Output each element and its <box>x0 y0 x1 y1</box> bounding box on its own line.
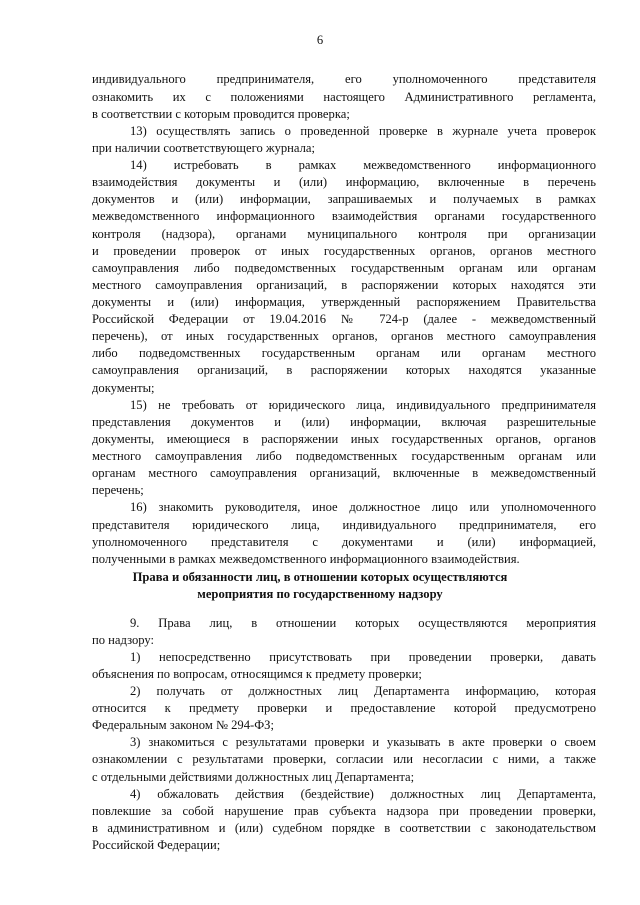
text-line: по надзору: <box>92 633 155 647</box>
text-line: документы и (или) информация, утвержденный распоряжением Правительства <box>92 295 596 309</box>
text-line: Российской Федерации; <box>92 838 221 852</box>
section-heading-line: Права и обязанности лиц, в отношении которых осуществляются <box>132 570 508 584</box>
section-heading-line: мероприятия по государственному надзору <box>197 587 443 601</box>
text-line: межведомственного информационного взаимодействия органами государственного <box>92 209 596 223</box>
text-line: местного самоуправления либо подведомственных государственным органам или <box>92 449 596 463</box>
text-line: 16) знакомить руководителя, иное должностное лицо или уполномоченного <box>130 500 596 514</box>
text-line: самоуправления либо подведомственных государственным органам или органам <box>92 261 596 275</box>
text-line: 4) обжаловать действия (бездействие) должностных лиц Департамента, <box>130 787 596 801</box>
text-line: органам местного самоуправления организаций, включенные в межведомственный <box>92 466 596 480</box>
text-line: представителя юридического лица, индивидуального предпринимателя, его <box>92 518 596 532</box>
text-line: в соответствии с которым проводится проверка; <box>92 107 350 121</box>
text-line: самоуправления организаций, в распоряжении которых находятся указанные <box>92 363 596 377</box>
text-line: относится к предмету проверки и предоставление которой предусмотрено <box>92 701 596 715</box>
text-line: перечень), от иных государственных органов, органов местного самоуправления <box>92 329 596 343</box>
text-line: местного самоуправления организаций, в распоряжении которых находятся эти <box>92 278 596 292</box>
text-line: объяснения по вопросам, относящимся к предмету проверки; <box>92 667 422 681</box>
text-line: 13) осуществлять запись о проведенной проверке в журнале учета проверок <box>130 124 596 138</box>
text-line: 14) истребовать в рамках межведомственного информационного <box>130 158 596 172</box>
text-line: с отдельными действиями должностных лиц Департамента; <box>92 770 415 784</box>
text-line: Российской Федерации от 19.04.2016 № 724-р (далее - межведомственный <box>92 312 596 326</box>
text-line: Федеральным законом № 294-ФЗ; <box>92 718 274 732</box>
text-line: документов и (или) информации, запрашиваемых и получаемых в рамках <box>92 192 596 206</box>
text-line: документы, имеющиеся в распоряжении иных государственных органов, органов <box>92 432 596 446</box>
text-line: ознакомить их с положениями настоящего Административного регламента, <box>92 90 596 104</box>
text-line: полученными в рамках межведомственного информационного взаимодействия. <box>92 552 520 566</box>
text-line: уполномоченного представителя с документами и (или) информацией, <box>92 535 596 549</box>
text-line: и проведении проверок от иных государственных органов, органов местного <box>92 244 596 258</box>
text-line: взаимодействия документы и (или) информацию, включенные в перечень <box>92 175 596 189</box>
text-line: при наличии соответствующего журнала; <box>92 141 315 155</box>
text-line: 3) знакомиться с результатами проверки и указывать в акте проверки о своем <box>130 735 596 749</box>
text-line: перечень; <box>92 483 144 497</box>
text-line: контроля (надзора), органами муниципального контроля при организации <box>92 227 596 241</box>
text-line: 15) не требовать от юридического лица, индивидуального предпринимателя <box>130 398 596 412</box>
text-line: представления документов и (или) информации, включая разрешительные <box>92 415 596 429</box>
page-number: 6 <box>316 33 324 47</box>
text-line: 1) непосредственно присутствовать при проведении проверки, давать <box>130 650 596 664</box>
text-line: 2) получать от должностных лиц Департамента информацию, которая <box>130 684 596 698</box>
text-line: в административном и (или) судебном порядке в соответствии с законодательством <box>92 821 596 835</box>
text-line: документы; <box>92 381 155 395</box>
text-line: повлекшие за собой нарушение прав субъекта надзора при проведении проверки, <box>92 804 596 818</box>
text-line: ознакомлении с результатами проверки, согласии или несогласии с ними, а также <box>92 752 596 766</box>
text-line: индивидуального предпринимателя, его уполномоченного представителя <box>92 72 596 86</box>
text-line: 9. Права лиц, в отношении которых осуществляются мероприятия <box>130 616 596 630</box>
text-line: либо подведомственных государственным органам или органам местного <box>92 346 596 360</box>
